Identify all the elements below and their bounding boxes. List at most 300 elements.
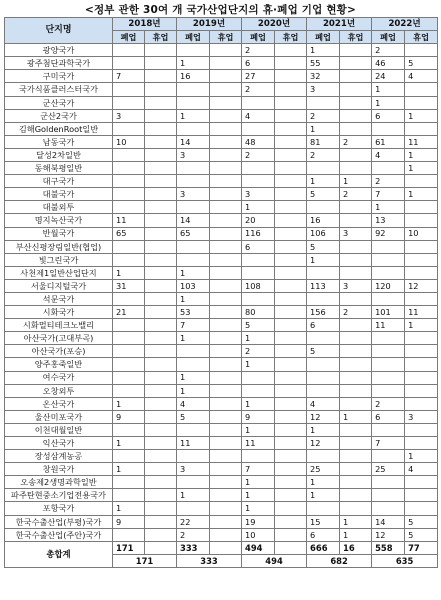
complex-name-cell: 부산신평장림일반(협업) <box>5 240 113 253</box>
suspended-count-cell <box>275 502 307 515</box>
suspended-count-cell <box>145 162 177 175</box>
complex-name-cell: 대구국가 <box>5 175 113 188</box>
suspended-count-cell <box>145 83 177 96</box>
table-row <box>5 109 438 122</box>
suspended-count-cell <box>340 502 372 515</box>
suspended-count-cell <box>210 450 242 463</box>
table-row <box>5 188 438 201</box>
closed-count-cell: 116 <box>242 227 275 240</box>
closed-count-cell: 10 <box>242 528 275 541</box>
total-cell: 171 <box>113 541 145 554</box>
suspended-count-cell <box>275 306 307 319</box>
suspended-count-cell <box>405 332 438 345</box>
suspended-count-cell <box>340 44 372 57</box>
closed-count-cell: 120 <box>372 279 405 292</box>
table-row <box>5 358 438 371</box>
header-closed: 폐업 <box>177 31 210 44</box>
suspended-count-cell: 1 <box>405 319 438 332</box>
complex-name-cell: 파주탄현중소기업전용국가 <box>5 489 113 502</box>
table-row <box>5 70 438 83</box>
closed-count-cell: 11 <box>113 214 145 227</box>
suspended-count-cell <box>275 253 307 266</box>
closed-count-cell <box>113 57 145 70</box>
closed-count-cell: 4 <box>372 148 405 161</box>
closed-count-cell: 103 <box>177 279 210 292</box>
closed-count-cell: 5 <box>307 240 340 253</box>
closed-count-cell <box>372 253 405 266</box>
suspended-count-cell: 1 <box>340 175 372 188</box>
suspended-count-cell: 5 <box>405 515 438 528</box>
closed-count-cell: 3 <box>113 109 145 122</box>
closed-count-cell: 24 <box>372 70 405 83</box>
suspended-count-cell <box>145 240 177 253</box>
suspended-count-cell <box>145 371 177 384</box>
suspended-count-cell <box>405 96 438 109</box>
closed-count-cell: 1 <box>372 201 405 214</box>
closed-count-cell: 1 <box>372 83 405 96</box>
closed-count-cell <box>372 502 405 515</box>
closed-count-cell <box>307 502 340 515</box>
closed-count-cell <box>113 476 145 489</box>
suspended-count-cell <box>210 109 242 122</box>
closed-count-cell <box>177 450 210 463</box>
closed-count-cell: 1 <box>307 175 340 188</box>
header-complex-name: 단지명 <box>5 18 113 44</box>
total-label: 총합계 <box>5 541 113 567</box>
closed-count-cell <box>242 450 275 463</box>
closed-count-cell: 14 <box>372 515 405 528</box>
complex-name-cell: 동해북평일반 <box>5 162 113 175</box>
closed-count-cell: 1 <box>242 423 275 436</box>
complex-name-cell: 한국수출산업(주안)국가 <box>5 528 113 541</box>
suspended-count-cell <box>145 135 177 148</box>
total-cell: 666 <box>307 541 340 554</box>
closed-count-cell: 11 <box>372 319 405 332</box>
complex-name-cell: 반월국가 <box>5 227 113 240</box>
closed-count-cell <box>113 345 145 358</box>
closed-count-cell <box>307 384 340 397</box>
suspended-count-cell: 5 <box>405 57 438 70</box>
complex-name-cell: 아산국가(고대부곡) <box>5 332 113 345</box>
suspended-count-cell <box>275 96 307 109</box>
suspended-count-cell <box>145 279 177 292</box>
suspended-count-cell <box>210 528 242 541</box>
closed-count-cell: 4 <box>242 109 275 122</box>
suspended-count-cell <box>210 502 242 515</box>
closed-count-cell: 1 <box>307 423 340 436</box>
total-combined-cell: 635 <box>372 554 438 567</box>
closed-count-cell <box>177 345 210 358</box>
closed-count-cell <box>177 122 210 135</box>
suspended-count-cell <box>145 437 177 450</box>
closed-count-cell: 7 <box>372 188 405 201</box>
suspended-count-cell <box>145 463 177 476</box>
suspended-count-cell <box>145 175 177 188</box>
closed-count-cell <box>113 292 145 305</box>
closed-count-cell <box>242 96 275 109</box>
suspended-count-cell <box>145 201 177 214</box>
suspended-count-cell <box>210 162 242 175</box>
complex-name-cell: 군산2국가 <box>5 109 113 122</box>
closed-count-cell <box>372 384 405 397</box>
closed-count-cell <box>113 148 145 161</box>
closed-count-cell <box>242 162 275 175</box>
table-row <box>5 528 438 541</box>
table-row <box>5 162 438 175</box>
suspended-count-cell <box>405 122 438 135</box>
closed-count-cell <box>177 476 210 489</box>
closed-count-cell: 53 <box>177 306 210 319</box>
closed-count-cell <box>177 253 210 266</box>
suspended-count-cell <box>210 292 242 305</box>
suspended-count-cell <box>275 201 307 214</box>
closed-count-cell: 1 <box>177 489 210 502</box>
suspended-count-cell <box>340 371 372 384</box>
closed-count-cell: 11 <box>242 437 275 450</box>
suspended-count-cell <box>210 384 242 397</box>
closed-count-cell <box>113 423 145 436</box>
suspended-count-cell <box>340 423 372 436</box>
closed-count-cell: 4 <box>177 397 210 410</box>
suspended-count-cell: 4 <box>405 463 438 476</box>
closed-count-cell: 1 <box>242 397 275 410</box>
suspended-count-cell <box>145 423 177 436</box>
suspended-count-cell <box>210 463 242 476</box>
closed-count-cell: 92 <box>372 227 405 240</box>
closed-count-cell <box>177 175 210 188</box>
closed-count-cell <box>372 476 405 489</box>
suspended-count-cell <box>340 266 372 279</box>
closed-count-cell <box>242 122 275 135</box>
closed-count-cell <box>242 292 275 305</box>
suspended-count-cell <box>210 371 242 384</box>
suspended-count-cell <box>405 44 438 57</box>
suspended-count-cell: 1 <box>405 450 438 463</box>
closed-count-cell: 13 <box>372 214 405 227</box>
total-cell <box>275 541 307 554</box>
complex-name-cell: 포항국가 <box>5 502 113 515</box>
complex-name-cell: 사천제1일반산업단지 <box>5 266 113 279</box>
complex-name-cell: 군산국가 <box>5 96 113 109</box>
suspended-count-cell <box>340 397 372 410</box>
complex-name-cell: 한국수출산업(부평)국가 <box>5 515 113 528</box>
suspended-count-cell <box>210 148 242 161</box>
suspended-count-cell <box>340 201 372 214</box>
total-cell: 333 <box>177 541 210 554</box>
closed-count-cell: 1 <box>177 292 210 305</box>
closed-count-cell: 1 <box>177 371 210 384</box>
closed-count-cell <box>177 240 210 253</box>
total-combined-cell: 333 <box>177 554 242 567</box>
suspended-count-cell <box>275 410 307 423</box>
suspended-count-cell <box>145 214 177 227</box>
suspended-count-cell <box>275 358 307 371</box>
suspended-count-cell <box>405 502 438 515</box>
suspended-count-cell <box>145 306 177 319</box>
header-closed: 폐업 <box>113 31 145 44</box>
suspended-count-cell <box>405 437 438 450</box>
suspended-count-cell <box>145 44 177 57</box>
closed-count-cell: 4 <box>307 397 340 410</box>
suspended-count-cell <box>275 44 307 57</box>
table-row <box>5 253 438 266</box>
table-row <box>5 240 438 253</box>
header-year: 2022년 <box>372 18 438 31</box>
closed-count-cell: 2 <box>177 528 210 541</box>
header-closed: 폐업 <box>242 31 275 44</box>
suspended-count-cell <box>405 476 438 489</box>
closed-count-cell: 3 <box>177 463 210 476</box>
closed-count-cell <box>372 371 405 384</box>
closed-count-cell: 1 <box>372 96 405 109</box>
suspended-count-cell <box>405 83 438 96</box>
closed-count-cell: 106 <box>307 227 340 240</box>
closed-count-cell <box>307 266 340 279</box>
closed-count-cell: 7 <box>372 437 405 450</box>
closed-count-cell: 61 <box>372 135 405 148</box>
suspended-count-cell <box>340 292 372 305</box>
suspended-count-cell <box>210 266 242 279</box>
suspended-count-cell <box>275 371 307 384</box>
suspended-count-cell <box>275 70 307 83</box>
suspended-count-cell <box>275 450 307 463</box>
complex-name-cell: 빛그린국가 <box>5 253 113 266</box>
total-cell: 16 <box>340 541 372 554</box>
suspended-count-cell <box>145 57 177 70</box>
closed-count-cell: 2 <box>242 44 275 57</box>
table-row <box>5 384 438 397</box>
suspended-count-cell <box>275 476 307 489</box>
closed-count-cell: 5 <box>177 410 210 423</box>
suspended-count-cell <box>145 227 177 240</box>
closed-count-cell <box>372 450 405 463</box>
suspended-count-cell <box>340 253 372 266</box>
suspended-count-cell <box>340 70 372 83</box>
complex-name-cell: 익산국가 <box>5 437 113 450</box>
suspended-count-cell <box>145 489 177 502</box>
closed-count-cell <box>113 96 145 109</box>
closed-count-cell: 80 <box>242 306 275 319</box>
suspended-count-cell: 2 <box>340 306 372 319</box>
closed-count-cell: 1 <box>242 201 275 214</box>
suspended-count-cell: 1 <box>405 188 438 201</box>
suspended-count-cell <box>145 148 177 161</box>
closed-count-cell <box>177 44 210 57</box>
suspended-count-cell <box>210 122 242 135</box>
closed-count-cell: 6 <box>242 57 275 70</box>
complex-name-cell: 달성2차일반 <box>5 148 113 161</box>
closed-count-cell: 6 <box>372 410 405 423</box>
closed-count-cell: 16 <box>307 214 340 227</box>
suspended-count-cell <box>145 502 177 515</box>
suspended-count-cell <box>145 345 177 358</box>
suspended-count-cell <box>340 319 372 332</box>
table-row <box>5 122 438 135</box>
closed-count-cell: 1 <box>307 476 340 489</box>
closed-count-cell: 1 <box>307 44 340 57</box>
table-row <box>5 450 438 463</box>
closed-count-cell: 108 <box>242 279 275 292</box>
suspended-count-cell <box>210 201 242 214</box>
suspended-count-cell <box>210 188 242 201</box>
suspended-count-cell <box>275 384 307 397</box>
table-row <box>5 502 438 515</box>
suspended-count-cell <box>210 57 242 70</box>
closed-count-cell: 65 <box>113 227 145 240</box>
suspended-count-cell <box>275 515 307 528</box>
suspended-count-cell <box>145 358 177 371</box>
closed-count-cell: 14 <box>177 135 210 148</box>
complex-name-cell: 이천대월일반 <box>5 423 113 436</box>
closed-count-cell: 55 <box>307 57 340 70</box>
closed-count-cell: 101 <box>372 306 405 319</box>
suspended-count-cell <box>275 489 307 502</box>
suspended-count-cell <box>405 358 438 371</box>
closed-count-cell: 2 <box>372 44 405 57</box>
total-combined-cell: 171 <box>113 554 177 567</box>
closed-count-cell <box>177 423 210 436</box>
complex-name-cell: 여수국가 <box>5 371 113 384</box>
suspended-count-cell <box>210 214 242 227</box>
suspended-count-cell <box>145 188 177 201</box>
suspended-count-cell <box>275 437 307 450</box>
suspended-count-cell <box>210 410 242 423</box>
suspended-count-cell <box>145 384 177 397</box>
header-closed: 폐업 <box>307 31 340 44</box>
table-row <box>5 266 438 279</box>
total-cell <box>145 541 177 554</box>
closed-count-cell: 48 <box>242 135 275 148</box>
table-row <box>5 306 438 319</box>
suspended-count-cell <box>405 384 438 397</box>
total-combined-cell: 682 <box>307 554 372 567</box>
closed-count-cell: 10 <box>113 135 145 148</box>
suspended-count-cell <box>210 345 242 358</box>
suspended-count-cell <box>275 227 307 240</box>
table-row <box>5 437 438 450</box>
closed-count-cell: 5 <box>242 319 275 332</box>
closed-count-cell: 1 <box>242 332 275 345</box>
suspended-count-cell: 1 <box>405 148 438 161</box>
closed-count-cell <box>372 332 405 345</box>
closed-count-cell: 46 <box>372 57 405 70</box>
closed-count-cell <box>242 266 275 279</box>
closed-count-cell: 6 <box>242 240 275 253</box>
suspended-count-cell <box>405 371 438 384</box>
closed-count-cell: 25 <box>307 463 340 476</box>
table-row <box>5 489 438 502</box>
closed-count-cell <box>113 44 145 57</box>
closed-count-cell: 1 <box>242 358 275 371</box>
closed-count-cell: 2 <box>372 175 405 188</box>
table-row <box>5 515 438 528</box>
suspended-count-cell <box>210 253 242 266</box>
table-row <box>5 292 438 305</box>
closed-count-cell: 12 <box>372 528 405 541</box>
suspended-count-cell <box>340 332 372 345</box>
suspended-count-cell <box>340 476 372 489</box>
suspended-count-cell <box>405 175 438 188</box>
closed-count-cell <box>113 384 145 397</box>
suspended-count-cell <box>275 214 307 227</box>
suspended-count-cell <box>210 476 242 489</box>
header-year: 2018년 <box>113 18 177 31</box>
suspended-count-cell <box>405 397 438 410</box>
closed-count-cell: 1 <box>242 489 275 502</box>
suspended-count-cell <box>405 214 438 227</box>
suspended-count-cell <box>210 397 242 410</box>
closed-count-cell: 14 <box>177 214 210 227</box>
closed-count-cell: 2 <box>242 83 275 96</box>
complex-name-cell: 오창외투 <box>5 384 113 397</box>
suspended-count-cell <box>275 292 307 305</box>
suspended-count-cell <box>275 83 307 96</box>
closed-count-cell: 1 <box>177 109 210 122</box>
closed-count-cell: 7 <box>242 463 275 476</box>
suspended-count-cell <box>145 332 177 345</box>
suspended-count-cell <box>210 515 242 528</box>
closed-count-cell <box>113 83 145 96</box>
suspended-count-cell <box>340 358 372 371</box>
closed-count-cell <box>307 162 340 175</box>
closed-count-cell <box>242 371 275 384</box>
header-year: 2019년 <box>177 18 242 31</box>
suspended-count-cell <box>145 397 177 410</box>
closed-count-cell <box>307 292 340 305</box>
complex-name-cell: 광주첨단과학국가 <box>5 57 113 70</box>
total-cell: 558 <box>372 541 405 554</box>
suspended-count-cell <box>340 450 372 463</box>
closed-count-cell: 1 <box>307 122 340 135</box>
table-row <box>5 423 438 436</box>
suspended-count-cell <box>210 83 242 96</box>
suspended-count-cell <box>405 345 438 358</box>
suspended-count-cell <box>275 319 307 332</box>
complex-name-cell: 오송제2생명과학일반 <box>5 476 113 489</box>
closed-count-cell: 1 <box>113 437 145 450</box>
suspended-count-cell <box>405 489 438 502</box>
closed-count-cell: 1 <box>242 476 275 489</box>
suspended-count-cell <box>340 83 372 96</box>
suspended-count-cell: 11 <box>405 135 438 148</box>
suspended-count-cell <box>145 96 177 109</box>
closed-count-cell: 1 <box>113 502 145 515</box>
table-row <box>5 476 438 489</box>
complex-name-cell: 온산국가 <box>5 397 113 410</box>
closed-count-cell: 81 <box>307 135 340 148</box>
suspended-count-cell <box>405 240 438 253</box>
closed-count-cell <box>307 358 340 371</box>
suspended-count-cell: 1 <box>340 515 372 528</box>
suspended-count-cell <box>210 135 242 148</box>
complex-name-cell: 대불외투 <box>5 201 113 214</box>
closed-count-cell: 65 <box>177 227 210 240</box>
complex-name-cell: 창원국가 <box>5 463 113 476</box>
complex-name-cell: 석문국가 <box>5 292 113 305</box>
total-cell: 494 <box>242 541 275 554</box>
suspended-count-cell <box>275 122 307 135</box>
suspended-count-cell <box>145 266 177 279</box>
closed-count-cell: 6 <box>372 109 405 122</box>
suspended-count-cell <box>275 528 307 541</box>
suspended-count-cell <box>340 240 372 253</box>
suspended-count-cell <box>340 109 372 122</box>
closed-count-cell <box>177 502 210 515</box>
header-closed: 폐업 <box>372 31 405 44</box>
closed-count-cell <box>113 332 145 345</box>
complex-name-cell: 구미국가 <box>5 70 113 83</box>
table-row <box>5 227 438 240</box>
